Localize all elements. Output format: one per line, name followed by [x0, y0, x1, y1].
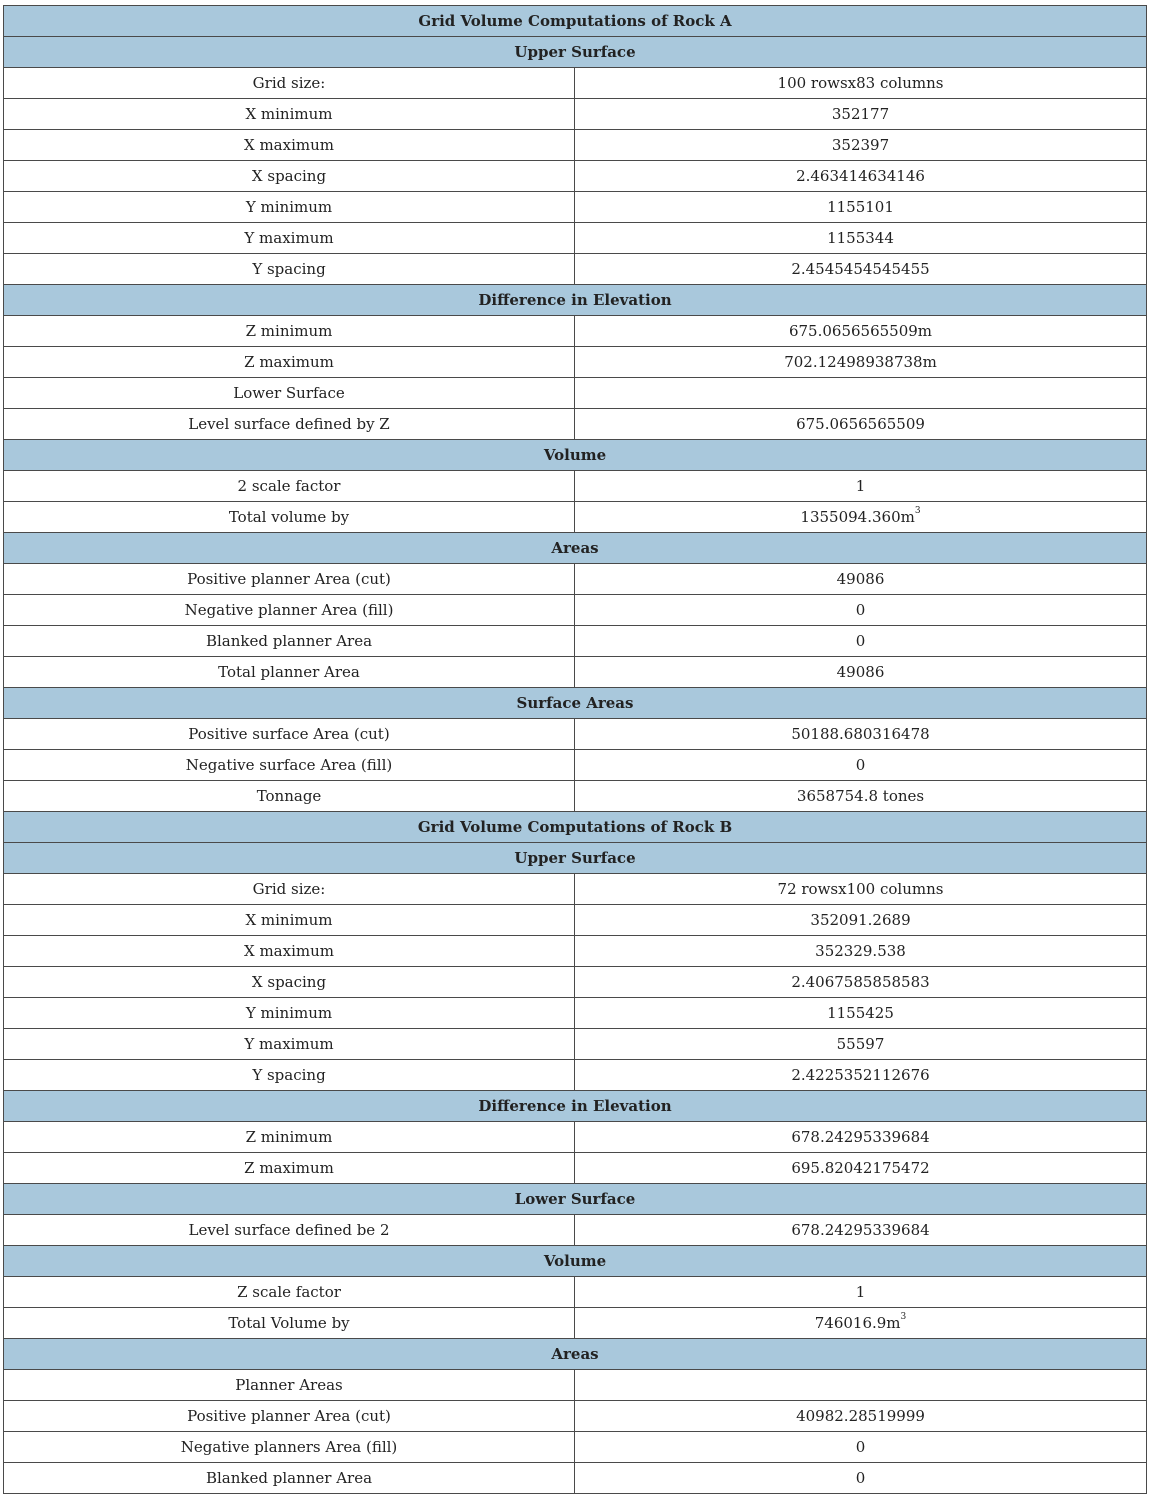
row-label: Y spacing — [4, 254, 575, 285]
section-header-row — [4, 37, 1147, 68]
table-row — [4, 378, 1147, 409]
value-text: 746016.9m — [814, 1314, 901, 1332]
row-label: X spacing — [4, 967, 575, 998]
table-row — [4, 1432, 1147, 1463]
row-value: 0 — [575, 1432, 1147, 1463]
row-value — [575, 1370, 1147, 1401]
row-value: 352329.538 — [575, 936, 1147, 967]
table-row — [4, 347, 1147, 378]
section-title: Areas — [4, 1339, 1147, 1370]
row-value: 675.0656565509 — [575, 409, 1147, 440]
row-label: Total planner Area — [4, 657, 575, 688]
row-label: Negative planner Area (fill) — [4, 595, 575, 626]
table-row — [4, 595, 1147, 626]
section-header-row — [4, 1246, 1147, 1277]
value-text: 1355094.360m — [800, 508, 915, 526]
table-row — [4, 130, 1147, 161]
row-label: Y minimum — [4, 998, 575, 1029]
row-value: 2.4225352112676 — [575, 1060, 1147, 1091]
row-label: Y minimum — [4, 192, 575, 223]
row-label: Level surface defined by Z — [4, 409, 575, 440]
row-value: 675.0656565509m — [575, 316, 1147, 347]
section-header-row — [4, 6, 1147, 37]
row-label: Negative planners Area (fill) — [4, 1432, 575, 1463]
row-label: Y maximum — [4, 1029, 575, 1060]
row-label: 2 scale factor — [4, 471, 575, 502]
row-value: 55597 — [575, 1029, 1147, 1060]
section-header-row — [4, 688, 1147, 719]
section-title: Lower Surface — [4, 1184, 1147, 1215]
row-label: Y spacing — [4, 1060, 575, 1091]
table-row — [4, 471, 1147, 502]
row-label: Grid size: — [4, 68, 575, 99]
row-value: 702.12498938738m — [575, 347, 1147, 378]
row-value: 1 — [575, 471, 1147, 502]
table-row — [4, 409, 1147, 440]
table-row — [4, 223, 1147, 254]
table-container — [3, 5, 1146, 1494]
table-body — [4, 6, 1147, 1494]
row-value: 49086 — [575, 657, 1147, 688]
table-row — [4, 750, 1147, 781]
table-row — [4, 1370, 1147, 1401]
row-label: Z minimum — [4, 316, 575, 347]
row-value: 352397 — [575, 130, 1147, 161]
row-value: 2.463414634146 — [575, 161, 1147, 192]
section-title: Difference in Elevation — [4, 1091, 1147, 1122]
row-value: 1155101 — [575, 192, 1147, 223]
section-header-row — [4, 812, 1147, 843]
section-header-row — [4, 843, 1147, 874]
table-row — [4, 161, 1147, 192]
row-label: Z scale factor — [4, 1277, 575, 1308]
section-title: Areas — [4, 533, 1147, 564]
table-row — [4, 874, 1147, 905]
row-label: Grid size: — [4, 874, 575, 905]
row-label: X maximum — [4, 936, 575, 967]
row-value: 2.4545454545455 — [575, 254, 1147, 285]
table-row — [4, 1401, 1147, 1432]
section-header-row — [4, 533, 1147, 564]
row-value: 1155344 — [575, 223, 1147, 254]
table-row — [4, 254, 1147, 285]
row-value: 678.24295339684 — [575, 1122, 1147, 1153]
table-row — [4, 68, 1147, 99]
row-value: 3658754.8 tones — [575, 781, 1147, 812]
section-title: Grid Volume Computations of Rock B — [4, 812, 1147, 843]
section-title: Surface Areas — [4, 688, 1147, 719]
table-row — [4, 719, 1147, 750]
row-value: 0 — [575, 595, 1147, 626]
row-label: Level surface defined be 2 — [4, 1215, 575, 1246]
row-label: Blanked planner Area — [4, 626, 575, 657]
row-value: 40982.28519999 — [575, 1401, 1147, 1432]
section-header-row — [4, 1184, 1147, 1215]
row-label: Total Volume by — [4, 1308, 575, 1339]
section-title: Difference in Elevation — [4, 285, 1147, 316]
section-header-row — [4, 440, 1147, 471]
row-value: 1155425 — [575, 998, 1147, 1029]
row-label: Z maximum — [4, 1153, 575, 1184]
row-value: 2.4067585858583 — [575, 967, 1147, 998]
row-label: Y maximum — [4, 223, 575, 254]
row-value: 0 — [575, 626, 1147, 657]
table-row — [4, 905, 1147, 936]
row-label: Tonnage — [4, 781, 575, 812]
table-row — [4, 657, 1147, 688]
row-value: 695.82042175472 — [575, 1153, 1147, 1184]
table-row — [4, 1029, 1147, 1060]
row-label: Planner Areas — [4, 1370, 575, 1401]
unit-superscript: 3 — [900, 1312, 907, 1322]
section-header-row — [4, 1091, 1147, 1122]
unit-superscript: 3 — [914, 506, 921, 516]
section-header-row — [4, 1339, 1147, 1370]
row-value — [575, 378, 1147, 409]
section-title: Volume — [4, 1246, 1147, 1277]
row-value: 100 rowsx83 columns — [575, 68, 1147, 99]
table-row — [4, 781, 1147, 812]
row-label: Total volume by — [4, 502, 575, 533]
row-value: 0 — [575, 750, 1147, 781]
section-title: Grid Volume Computations of Rock A — [4, 6, 1147, 37]
table-row — [4, 99, 1147, 130]
table-row — [4, 967, 1147, 998]
table-row — [4, 1463, 1147, 1494]
row-value: 352177 — [575, 99, 1147, 130]
row-label: Positive planner Area (cut) — [4, 564, 575, 595]
table-row — [4, 1277, 1147, 1308]
row-label: X minimum — [4, 99, 575, 130]
table-row — [4, 564, 1147, 595]
row-value — [575, 1308, 1147, 1339]
row-label: X spacing — [4, 161, 575, 192]
row-label: Z minimum — [4, 1122, 575, 1153]
row-label: X minimum — [4, 905, 575, 936]
table-row — [4, 1308, 1147, 1339]
row-label: Blanked planner Area — [4, 1463, 575, 1494]
row-label: Lower Surface — [4, 378, 575, 409]
row-value — [575, 502, 1147, 533]
row-label: Negative surface Area (fill) — [4, 750, 575, 781]
row-value: 1 — [575, 1277, 1147, 1308]
row-value: 72 rowsx100 columns — [575, 874, 1147, 905]
table-row — [4, 1060, 1147, 1091]
row-value: 0 — [575, 1463, 1147, 1494]
table-row — [4, 192, 1147, 223]
row-value: 50188.680316478 — [575, 719, 1147, 750]
row-label: Positive surface Area (cut) — [4, 719, 575, 750]
table-row — [4, 1215, 1147, 1246]
table-row — [4, 1122, 1147, 1153]
row-value: 352091.2689 — [575, 905, 1147, 936]
section-title: Upper Surface — [4, 37, 1147, 68]
row-label: X maximum — [4, 130, 575, 161]
table-row — [4, 502, 1147, 533]
table-row — [4, 936, 1147, 967]
section-title: Volume — [4, 440, 1147, 471]
table-row — [4, 998, 1147, 1029]
row-label: Z maximum — [4, 347, 575, 378]
section-header-row — [4, 285, 1147, 316]
table-row — [4, 626, 1147, 657]
table-row — [4, 316, 1147, 347]
row-value: 678.24295339684 — [575, 1215, 1147, 1246]
row-value: 49086 — [575, 564, 1147, 595]
section-title: Upper Surface — [4, 843, 1147, 874]
table-row — [4, 1153, 1147, 1184]
row-label: Positive planner Area (cut) — [4, 1401, 575, 1432]
grid-volume-table — [3, 5, 1147, 1494]
